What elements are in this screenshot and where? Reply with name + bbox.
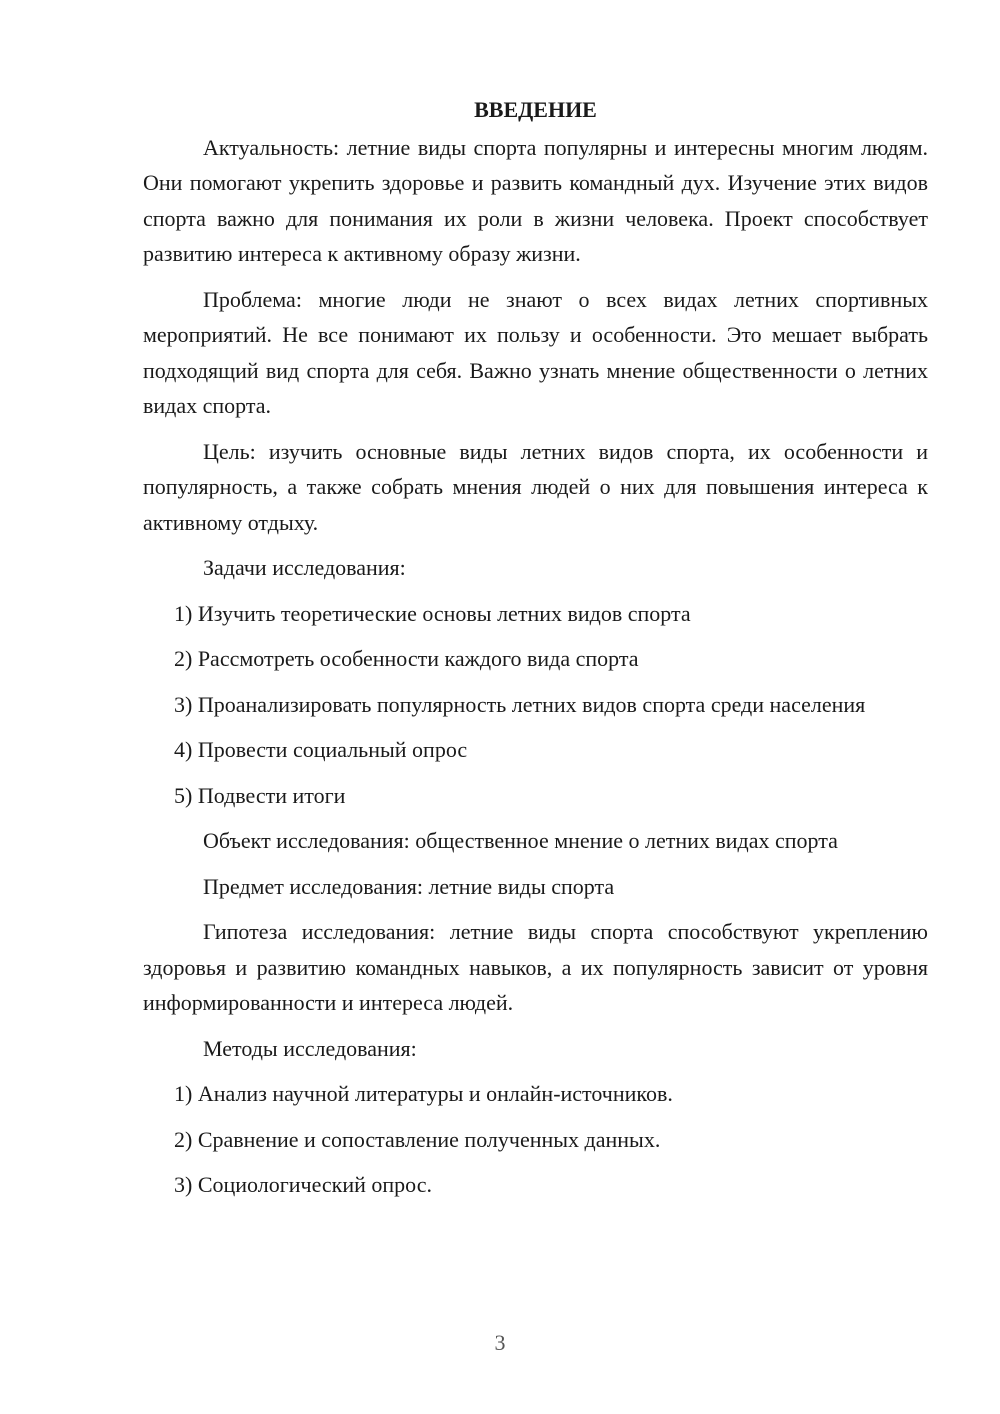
task-item: 2) Рассмотреть особенности каждого вида спорта — [174, 646, 639, 671]
methods-heading: Методы исследования: — [203, 1035, 417, 1061]
task-item: 5) Подвести итоги — [174, 782, 346, 808]
page-title: ВВЕДЕНИЕ — [474, 97, 597, 122]
goal-paragraph: Цель: изучить основные виды летних видов спорта, их особенности и популярность, а также собрать мнения людей о них для повышения интереса к активному отдыху. — [143, 438, 928, 535]
task-item: 4) Провести социальный опрос — [174, 737, 468, 762]
object-paragraph: Объект исследования: общественное мнение о летних видах спорта — [203, 828, 838, 853]
page-content — [143, 92, 928, 1213]
page-number: 3 — [494, 1330, 506, 1355]
subject-paragraph: Предмет исследования: летние виды спорта — [203, 873, 615, 899]
task-item: 3) Проанализировать популярность летних видов спорта среди населения — [174, 691, 866, 717]
problem-paragraph: Проблема: многие люди не знают о всех видах летних спортивных мероприятий. Не все понимают их пользу и особенности. Это мешает выбрать подходящий вид спорта для себя. Важно узнать мнение общественности о летних видах спорта. — [143, 286, 928, 418]
task-item: 1) Изучить теоретические основы летних видов спорта — [174, 600, 691, 626]
tasks-heading: Задачи исследования: — [203, 555, 406, 580]
hypothesis-paragraph: Гипотеза исследования: летние виды спорта способствуют укреплению здоровья и развитию командных навыков, а их популярность зависит от уровня информированности и интереса людей. — [143, 919, 928, 1015]
method-item: 1) Анализ научной литературы и онлайн-источников. — [174, 1081, 673, 1106]
relevance-paragraph: Актуальность: летние виды спорта популярны и интересны многим людям. Они помогают укрепить здоровье и развить командный дух. Изучение этих видов спорта важно для понимания их роли в жизни человека. Проект способствует развитию интереса к активному образу жизни. — [143, 134, 928, 266]
method-item: 3) Социологический опрос. — [174, 1172, 432, 1197]
method-item: 2) Сравнение и сопоставление полученных данных. — [174, 1126, 661, 1152]
